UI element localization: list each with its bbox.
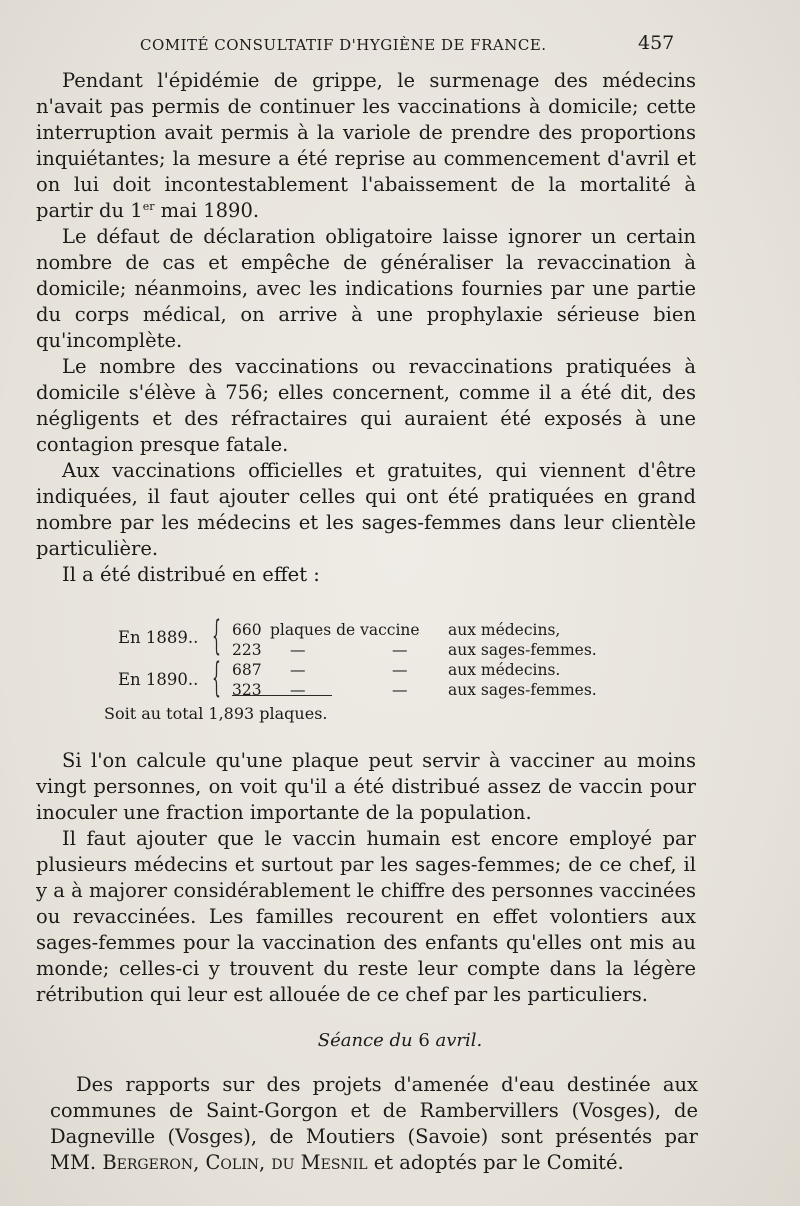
brace-1889: { [212, 613, 221, 659]
row-quantity: 223 [232, 641, 262, 659]
date-day: 1 [130, 199, 143, 222]
row-destination: aux sages-femmes. [448, 641, 597, 659]
brace-1890: { [212, 655, 221, 701]
row-destination: aux sages-femmes. [448, 681, 597, 699]
paragraph-declaration: Le défaut de déclaration obligatoire laisse ignorer un certain nombre de cas et empêche de généraliser la revaccination à domicile; néanmoins, avec les indications fournies par une partie du corps médical, on arrive à une prophylaxie sérieuse bien qu'incomplète. [36, 225, 696, 352]
row-ditto-dash: — [290, 661, 306, 679]
seance-suffix: avril. [429, 1030, 483, 1051]
row-quantity: 687 [232, 661, 262, 679]
paragraph-distribue: Il a été distribué en effet : [62, 563, 320, 586]
name-bergeron: Bergeron [102, 1151, 194, 1174]
paragraph-rapports [50, 1072, 698, 1176]
body-text-bottom [50, 1072, 698, 1176]
paragraph-nombre: Le nombre des vaccinations ou revaccinations pratiquées à domicile s'élève à 756; elles concernent, comme il a été dit, des négligents et des réfractaires qui auraient été exposés à une contagion presque fatale. [36, 355, 696, 456]
paragraph-grippe-text: Pendant l'épidémie de grippe, le surmenage des médecins n'avait pas permis de continuer les vaccinations à domicile; cette interruption avait permis à la variole de prendre des proportions inquiétantes; la mesure a été reprise au commencement d'avril et on lui doit incontestablement l'abaissement de la mortalité à partir du [36, 69, 696, 222]
name-separator: , [193, 1151, 206, 1174]
name-du-prefix: du [271, 1151, 301, 1174]
row-ditto-dash: — [392, 641, 408, 659]
year-1889-label: En 1889.. [118, 628, 199, 647]
row-ditto-dash: — [290, 641, 306, 659]
row-destination: aux médecins, [448, 621, 561, 639]
total-rule [232, 695, 332, 696]
total-line: Soit au total 1,893 plaques. [104, 704, 328, 723]
paragraph-vaccin-humain: Il faut ajouter que le vaccin humain est encore employé par plusieurs médecins et surtout par les sages-femmes; de ce chef, il y a à majorer considérablement le chiffre des personnes vaccinées ou revaccinées. Les familles recourent en effet volontiers aux sages-femmes pour la vaccination des enfants qu'elles ont mis au monde; celles-ci y trouvent du reste leur compte dans la légère rétribution qui leur est allouée de ce chef par les particuliers. [36, 827, 696, 1006]
row-ditto-dash: — [392, 661, 408, 679]
running-header [0, 32, 800, 60]
row-ditto-dash: — [392, 681, 408, 699]
row-item: plaques de vaccine [270, 621, 420, 639]
date-rest: mai 1890. [154, 199, 260, 222]
body-text-top [36, 68, 696, 588]
rapports-text-end: et adoptés par le Comité. [367, 1151, 624, 1174]
row-quantity: 323 [232, 681, 262, 699]
date-superscript: er [142, 200, 155, 213]
paragraph-calcule: Si l'on calcule qu'une plaque peut servir à vacciner au moins vingt personnes, on voit qu'il a été distribué assez de vaccin pour inoculer une fraction importante de la population. [36, 749, 696, 824]
name-colin: Colin [205, 1151, 259, 1174]
row-destination: aux médecins. [448, 661, 561, 679]
row-ditto-dash: — [290, 681, 306, 699]
rapports-text: Des rapports sur des projets d'amenée d'eau destinée aux communes de Saint-Gorgon et de Rambervillers (Vosges), de Dagneville (Vosges), de Moutiers (Savoie) sont présentés par MM. [50, 1073, 698, 1174]
seance-prefix: Séance du [317, 1030, 419, 1051]
page-number: 457 [638, 32, 675, 54]
body-text-middle [36, 748, 696, 1008]
paragraph-officielles: Aux vaccinations officielles et gratuites, qui viennent d'être indiquées, il faut ajouter celles qui ont été pratiquées en grand nombre par les médecins et les sages-femmes dans leur clientèle particulière. [36, 459, 696, 560]
paragraph-grippe [36, 68, 696, 224]
year-1890-label: En 1890.. [118, 670, 199, 689]
name-separator: , [259, 1151, 272, 1174]
row-quantity: 660 [232, 621, 262, 639]
seance-heading [0, 1030, 800, 1051]
name-mesnil: Mesnil [300, 1151, 368, 1174]
running-title: COMITÉ CONSULTATIF D'HYGIÈNE DE FRANCE. [140, 36, 547, 54]
year-label-row [0, 670, 800, 690]
seance-day: 6 [418, 1030, 430, 1051]
